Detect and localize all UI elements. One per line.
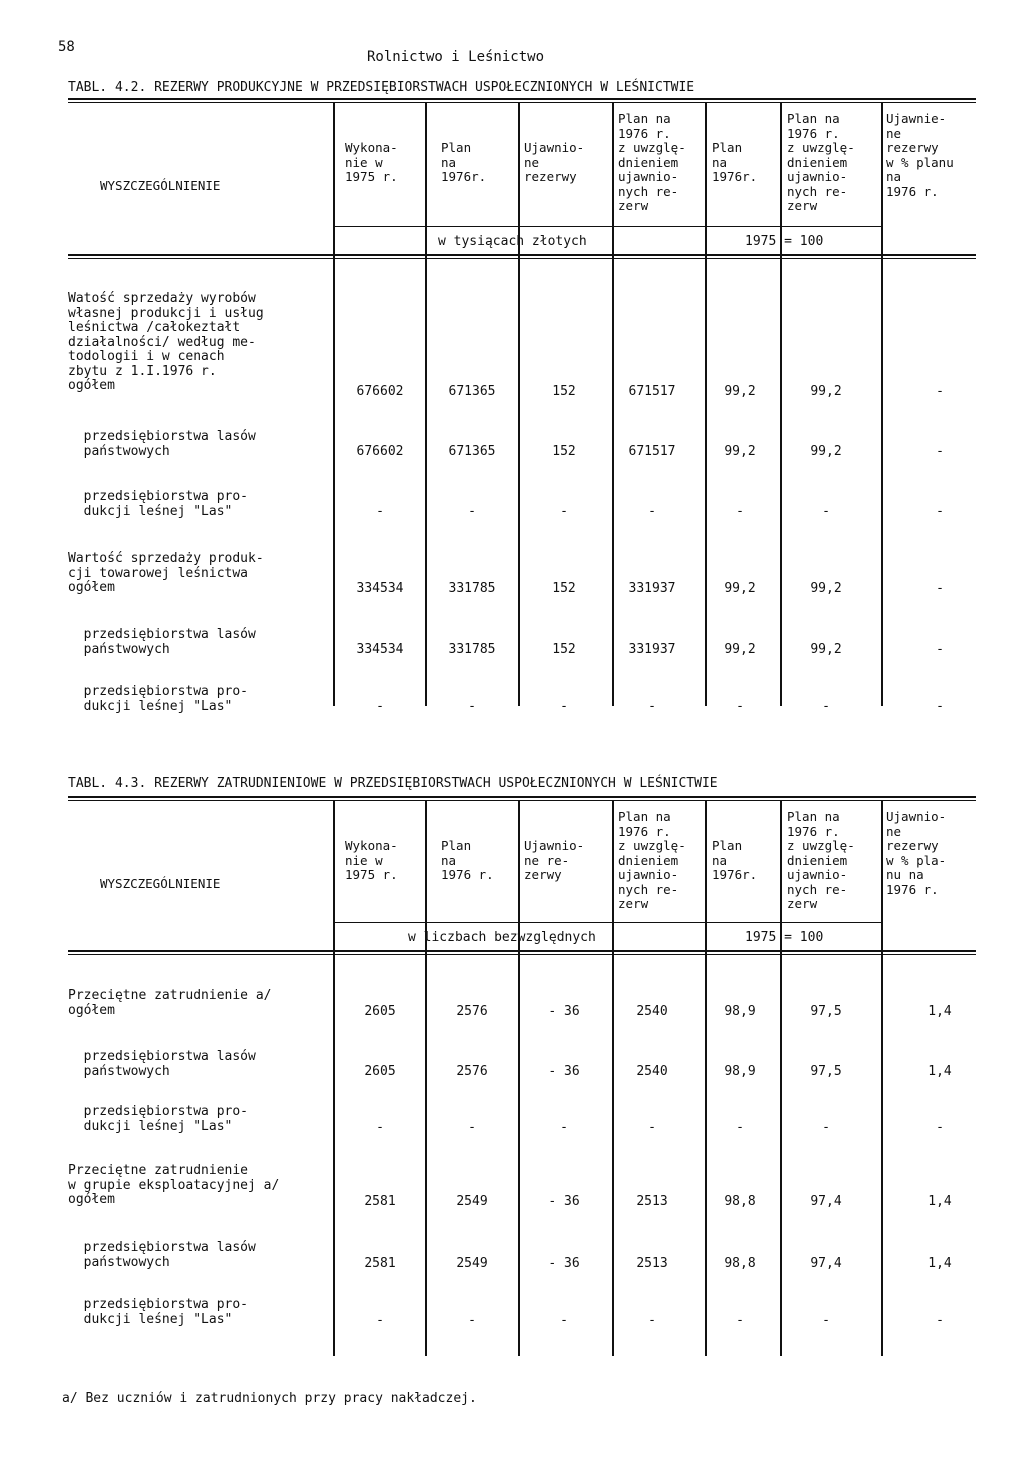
table-cell: 2540	[636, 1064, 668, 1079]
table-cell: 2549	[456, 1256, 488, 1271]
column-header: Plan na 1976 r.	[441, 838, 494, 882]
table-cell: 98,8	[724, 1194, 756, 1209]
t2-column-rule	[780, 800, 782, 1356]
t2-column-rule	[425, 800, 427, 1356]
row-label: Przeciętne zatrudnienie w grupie eksploatacyjnej a/ ogółem	[68, 1163, 280, 1207]
column-header: Ujawnie- ne rezerwy w % planu na 1976 r.	[886, 111, 954, 199]
table-cell: 2605	[364, 1004, 396, 1019]
t2-column-rule	[333, 800, 335, 1356]
table-cell: 152	[552, 444, 576, 459]
table-cell: 99,2	[724, 384, 756, 399]
table-cell: -	[936, 699, 944, 714]
row-label: przedsiębiorstwa lasów państwowych	[83, 1240, 256, 1270]
column-header: Plan na 1976 r. z uwzglę- dnieniem ujawnio- nych re- zerw	[618, 809, 686, 911]
table-cell: 334534	[356, 581, 404, 596]
table-cell: 331785	[448, 581, 496, 596]
t1-column-rule	[333, 102, 335, 706]
t1-column-rule	[518, 102, 520, 706]
table-cell: -	[736, 699, 744, 714]
table-cell: -	[736, 504, 744, 519]
row-label: Przeciętne zatrudnienie a/ ogółem	[68, 988, 272, 1018]
running-head: Rolnictwo i Leśnictwo	[367, 49, 545, 65]
table-cell: -	[468, 1120, 476, 1135]
table-cell: 676602	[356, 384, 404, 399]
column-header: Plan na 1976r.	[441, 140, 487, 184]
table-cell: -	[822, 1313, 830, 1328]
table-cell: 2513	[636, 1194, 668, 1209]
table-2-unit-right: 1975 = 100	[745, 930, 824, 945]
table-cell: -	[936, 444, 944, 459]
table-cell: 97,4	[810, 1194, 842, 1209]
table-cell: -	[376, 504, 384, 519]
t2-column-rule	[881, 800, 883, 1356]
column-header: Ujawnio- ne rezerwy	[524, 140, 585, 184]
table-1-unit-right: 1975 = 100	[745, 234, 824, 249]
table-cell: -	[936, 581, 944, 596]
table-cell: 2576	[456, 1004, 488, 1019]
table-cell: 97,5	[810, 1064, 842, 1079]
row-label: przedsiębiorstwa lasów państwowych	[83, 627, 256, 657]
table-cell: -	[648, 1120, 656, 1135]
column-header: Plan na 1976 r. z uwzglę- dnieniem ujawnio- nych re- zerw	[787, 809, 855, 911]
table-cell: -	[468, 504, 476, 519]
table-cell: - 36	[548, 1064, 580, 1079]
column-header: Plan na 1976 r. z uwzglę- dnieniem ujawnio- nych re- zerw	[618, 111, 686, 213]
table-cell: -	[822, 504, 830, 519]
table-cell: 671365	[448, 384, 496, 399]
table-cell: -	[648, 1313, 656, 1328]
table-cell: -	[936, 1313, 944, 1328]
table-cell: 331937	[628, 642, 676, 657]
table-cell: -	[560, 699, 568, 714]
table-cell: 99,2	[810, 444, 842, 459]
table-cell: 2540	[636, 1004, 668, 1019]
table-cell: 676602	[356, 444, 404, 459]
table-cell: -	[560, 1120, 568, 1135]
table-cell: 2576	[456, 1064, 488, 1079]
page-number: 58	[58, 39, 75, 55]
row-label: Watość sprzedaży wyrobów własnej produkcji i usług leśnictwa /całokeztałt działalności/ według me- todologii i w cenach zbytu z 1.I.1976 r. ogółem	[68, 291, 264, 393]
table-2-rule-header	[68, 950, 976, 952]
table-1-rule-header	[68, 254, 976, 256]
table-cell: 99,2	[810, 642, 842, 657]
table-cell: -	[936, 504, 944, 519]
table-2-title: TABL. 4.3. REZERWY ZATRUDNIENIOWE W PRZEDSIĘBIORSTWACH USPOŁECZNIONYCH W LEŚNICTWIE	[68, 776, 718, 791]
table-cell: -	[822, 1120, 830, 1135]
table-cell: 152	[552, 384, 576, 399]
table-2-unit-left: w liczbach bezwzględnych	[408, 930, 596, 945]
t1-column-rule	[780, 102, 782, 706]
table-1-unit-rule	[333, 226, 881, 227]
table-cell: -	[560, 1313, 568, 1328]
table-1-unit-left: w tysiącach złotych	[438, 234, 587, 249]
table-cell: -	[648, 699, 656, 714]
row-label: przedsiębiorstwa pro- dukcji leśnej "Las"	[83, 684, 249, 714]
table-cell: -	[736, 1120, 744, 1135]
table-cell: 99,2	[724, 642, 756, 657]
table-cell: 99,2	[724, 444, 756, 459]
table-cell: 671517	[628, 444, 676, 459]
table-2-unit-rule	[333, 922, 881, 923]
table-cell: 152	[552, 642, 576, 657]
table-cell: -	[936, 384, 944, 399]
row-label: przedsiębiorstwa pro- dukcji leśnej "Las"	[83, 1297, 249, 1327]
t1-column-rule	[612, 102, 614, 706]
t1-column-rule	[705, 102, 707, 706]
table-2-rule-top-2	[68, 800, 976, 801]
table-1-rule-top-2	[68, 102, 976, 103]
row-label: przedsiębiorstwa pro- dukcji leśnej "Las"	[83, 489, 249, 519]
table-1-stub-header: WYSZCZEGÓLNIENIE	[100, 178, 221, 193]
table-2-rule-header-2	[68, 954, 976, 955]
table-cell: -	[736, 1313, 744, 1328]
table-2-rule-top	[68, 796, 976, 798]
table-cell: - 36	[548, 1004, 580, 1019]
t1-column-rule	[881, 102, 883, 706]
table-cell: -	[936, 1120, 944, 1135]
column-header: Wykona- nie w 1975 r.	[345, 838, 398, 882]
table-cell: -	[822, 699, 830, 714]
row-label: przedsiębiorstwa lasów państwowych	[83, 429, 256, 459]
table-cell: -	[468, 699, 476, 714]
table-1-title: TABL. 4.2. REZERWY PRODUKCYJNE W PRZEDSIĘBIORSTWACH USPOŁECZNIONYCH W LEŚNICTWIE	[68, 80, 695, 95]
table-cell: 98,9	[724, 1004, 756, 1019]
table-cell: 2605	[364, 1064, 396, 1079]
table-cell: -	[936, 642, 944, 657]
column-header: Ujawnio- ne rezerwy w % pla- nu na 1976 r.	[886, 809, 947, 897]
table-cell: 671365	[448, 444, 496, 459]
table-cell: 2549	[456, 1194, 488, 1209]
row-label: przedsiębiorstwa lasów państwowych	[83, 1049, 256, 1079]
table-cell: 334534	[356, 642, 404, 657]
table-cell: -	[560, 504, 568, 519]
table-1-rule-header-2	[68, 258, 976, 259]
table-cell: 98,9	[724, 1064, 756, 1079]
table-cell: 1,4	[928, 1004, 952, 1019]
table-cell: 99,2	[724, 581, 756, 596]
table-cell: - 36	[548, 1256, 580, 1271]
column-header: Plan na 1976 r. z uwzglę- dnieniem ujawnio- nych re- zerw	[787, 111, 855, 213]
table-cell: 2581	[364, 1194, 396, 1209]
t1-column-rule	[425, 102, 427, 706]
table-cell: -	[376, 699, 384, 714]
table-cell: -	[648, 504, 656, 519]
footnote: a/ Bez uczniów i zatrudnionych przy pracy nakładczej.	[62, 1391, 477, 1406]
table-cell: 97,4	[810, 1256, 842, 1271]
table-cell: -	[376, 1313, 384, 1328]
table-cell: 1,4	[928, 1256, 952, 1271]
table-cell: -	[468, 1313, 476, 1328]
table-cell: 98,8	[724, 1256, 756, 1271]
column-header: Plan na 1976r.	[712, 140, 758, 184]
table-cell: 1,4	[928, 1194, 952, 1209]
table-cell: 97,5	[810, 1004, 842, 1019]
table-2-stub-header: WYSZCZEGÓLNIENIE	[100, 876, 221, 891]
table-cell: 99,2	[810, 384, 842, 399]
column-header: Ujawnio- ne re- zerwy	[524, 838, 585, 882]
table-cell: 331937	[628, 581, 676, 596]
table-cell: 2581	[364, 1256, 396, 1271]
row-label: przedsiębiorstwa pro- dukcji leśnej "Las"	[83, 1104, 249, 1134]
t2-column-rule	[518, 800, 520, 1356]
column-header: Wykona- nie w 1975 r.	[345, 140, 398, 184]
column-header: Plan na 1976r.	[712, 838, 758, 882]
table-cell: - 36	[548, 1194, 580, 1209]
table-1-rule-top	[68, 98, 976, 100]
table-cell: 331785	[448, 642, 496, 657]
table-cell: 152	[552, 581, 576, 596]
table-cell: 671517	[628, 384, 676, 399]
table-cell: 2513	[636, 1256, 668, 1271]
table-cell: 99,2	[810, 581, 842, 596]
table-cell: -	[376, 1120, 384, 1135]
row-label: Wartość sprzedaży produk- cji towarowej leśnictwa ogółem	[68, 551, 264, 595]
table-cell: 1,4	[928, 1064, 952, 1079]
